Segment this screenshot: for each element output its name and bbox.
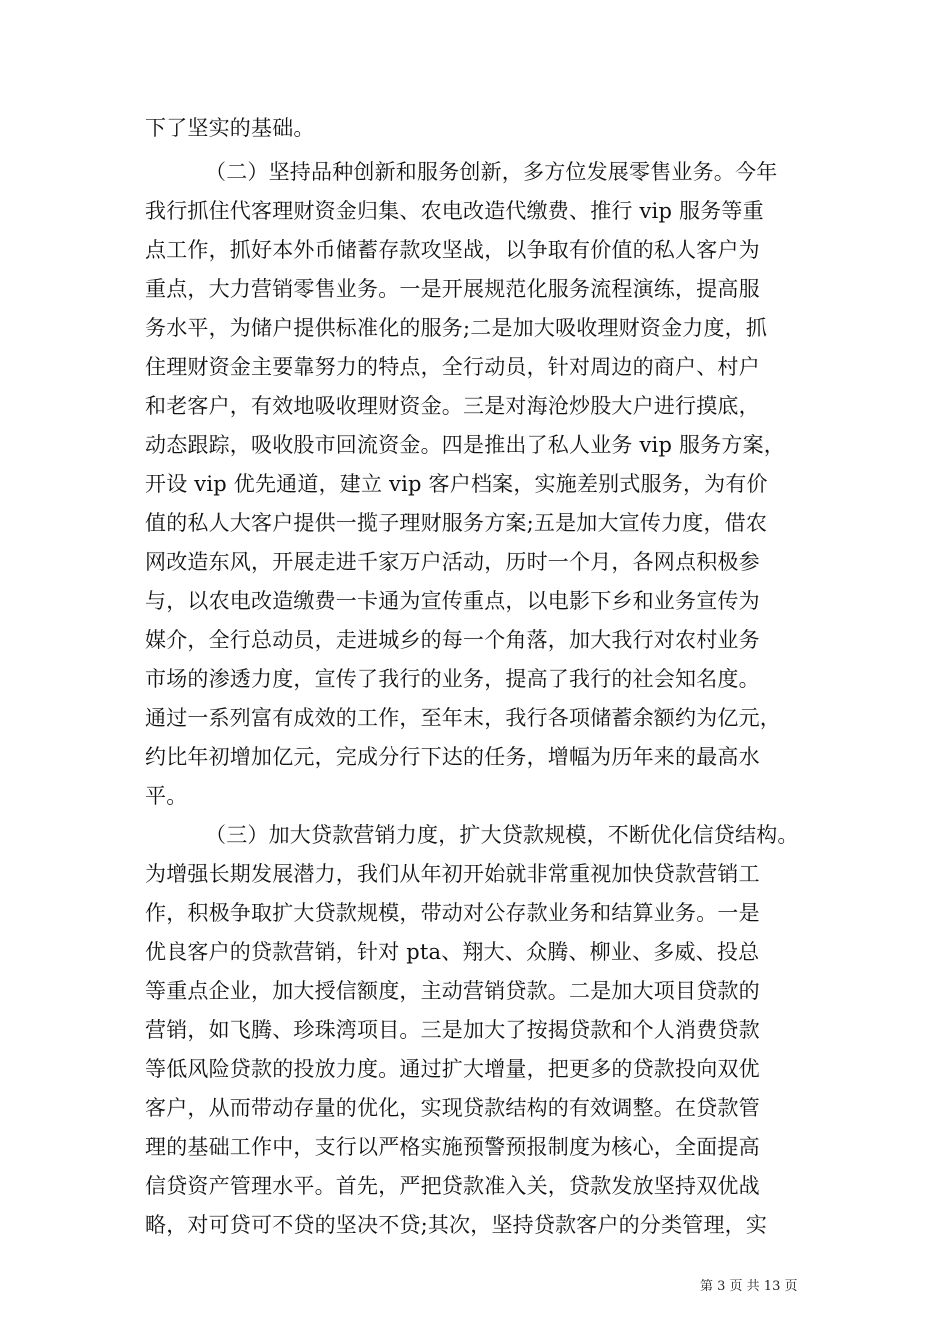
text-line: 网改造东风，开展走进千家万户活动，历时一个月，各网点积极参 [145,550,760,574]
text-line: 信贷资产管理水平。首先，严把贷款准入关，贷款发放坚持双优战 [145,1174,760,1198]
text-line: 平。 [145,784,188,808]
text-line: 和老客户，有效地吸收理财资金。三是对海沧炒股大户进行摸底， [145,394,760,418]
text-line: 我行抓住代客理财资金归集、农电改造代缴费、推行 vip 服务等重 [145,199,764,223]
text-line: 理的基础工作中，支行以严格实施预警预报制度为核心，全面提高 [145,1135,760,1159]
text-line: 等重点企业，加大授信额度，主动营销贷款。二是加大项目贷款的 [145,979,760,1003]
text-line: 务水平，为储户提供标准化的服务;二是加大吸收理财资金力度，抓 [145,316,768,340]
text-line: 等低风险贷款的投放力度。通过扩大增量，把更多的贷款投向双优 [145,1057,760,1081]
text-line: 市场的渗透力度，宣传了我行的业务，提高了我行的社会知名度。 [145,667,760,691]
text-line: 动态跟踪，吸收股市回流资金。四是推出了私人业务 vip 服务方案， [145,433,785,457]
text-line: 略，对可贷可不贷的坚决不贷;其次，坚持贷款客户的分类管理，实 [145,1213,768,1237]
text-line: 值的私人大客户提供一揽子理财服务方案;五是加大宣传力度，借农 [145,511,768,535]
text-line: 通过一系列富有成效的工作，至年末，我行各项储蓄余额约为亿元， [145,706,781,730]
text-line: 住理财资金主要靠努力的特点，全行动员，针对周边的商户、村户 [145,355,760,379]
text-line: （二）坚持品种创新和服务创新，多方位发展零售业务。今年 [205,160,778,184]
text-line: 约比年初增加亿元，完成分行下达的任务，增幅为历年来的最高水 [145,745,760,769]
text-line: 下了坚实的基础。 [145,116,315,140]
text-line: （三）加大贷款营销力度，扩大贷款规模，不断优化信贷结构。 [205,823,799,847]
text-line: 营销，如飞腾、珍珠湾项目。三是加大了按揭贷款和个人消费贷款 [145,1018,760,1042]
text-line: 开设 vip 优先通道，建立 vip 客户档案，实施差别式服务，为有价 [145,472,768,496]
text-line: 与，以农电改造缴费一卡通为宣传重点，以电影下乡和业务宣传为 [145,589,760,613]
text-line: 客户，从而带动存量的优化，实现贷款结构的有效调整。在贷款管 [145,1096,760,1120]
text-line: 为增强长期发展潜力，我们从年初开始就非常重视加快贷款营销工 [145,862,760,886]
text-line: 重点，大力营销零售业务。一是开展规范化服务流程演练，提高服 [145,277,760,301]
text-line: 点工作，抓好本外币储蓄存款攻坚战，以争取有价值的私人客户为 [145,238,760,262]
text-line: 作，积极争取扩大贷款规模，带动对公存款业务和结算业务。一是 [145,901,760,925]
page-number: 第 3 页 共 13 页 [700,1279,798,1294]
text-line: 媒介，全行总动员，走进城乡的每一个角落，加大我行对农村业务 [145,628,760,652]
text-line: 优良客户的贷款营销，针对 pta、翔大、众腾、柳业、多威、投总 [145,940,760,964]
